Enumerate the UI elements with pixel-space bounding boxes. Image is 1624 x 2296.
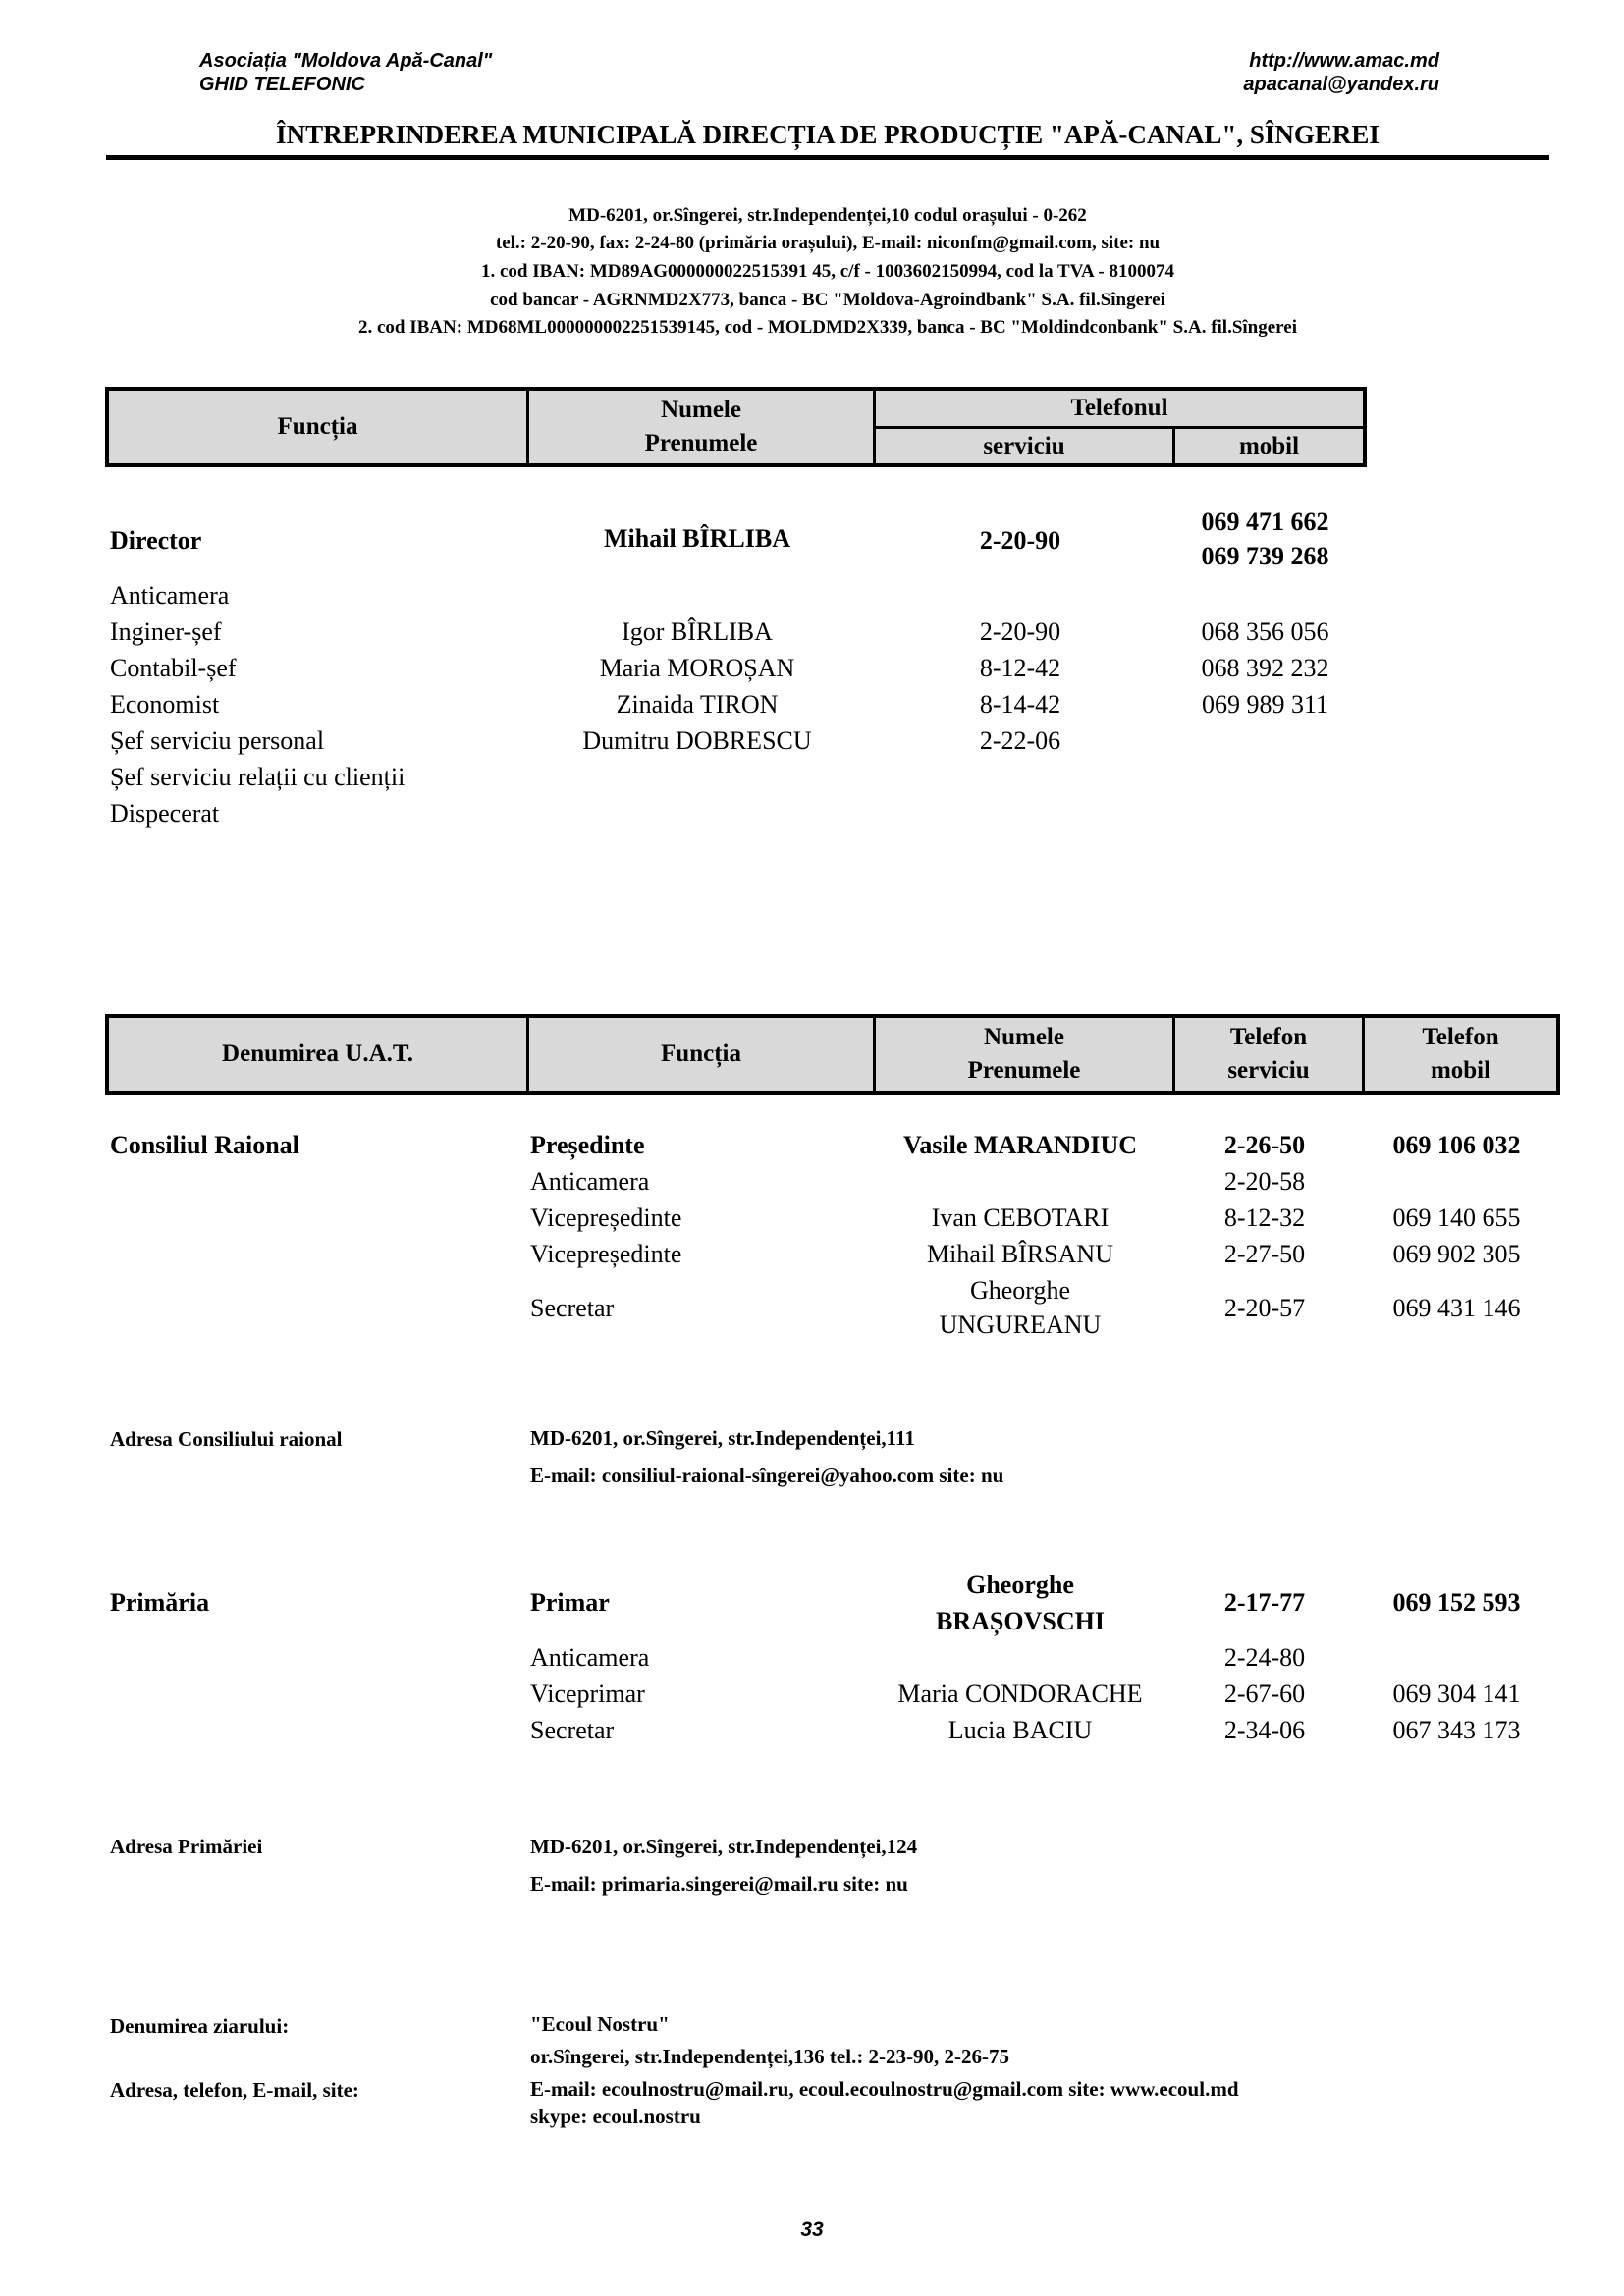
primaria-head-nume-1: Gheorghe — [966, 1571, 1074, 1599]
director-nume: Mihail BÎRLIBA — [604, 524, 790, 553]
primaria-address-label: Adresa Primăriei — [110, 1835, 263, 1858]
consiliu-head-nume: Vasile MARANDIUC — [902, 1131, 1138, 1159]
page-number: 33 — [800, 2218, 824, 2241]
consiliu-address-label: Adresa Consiliului raional — [110, 1427, 343, 1451]
director-mobil-2: 069 739 268 — [1201, 542, 1329, 570]
director-serviciu: 2-20-90 — [979, 526, 1061, 555]
consiliu-row-functia: Anticamera — [530, 1167, 650, 1196]
table2-col-functia: Funcția — [661, 1041, 741, 1067]
table1-col-nume: Numele Prenumele — [644, 397, 758, 456]
table1-row-functia: Dispecerat — [110, 799, 220, 828]
primaria-row-functia: Viceprimar — [530, 1680, 645, 1708]
primaria-row-nume: Lucia BACIU — [947, 1716, 1093, 1744]
consiliu-row-serviciu: 2-27-50 — [1223, 1240, 1306, 1268]
consiliu-row-nume: Mihail BÎRSANU — [927, 1240, 1113, 1268]
table1-row-nume: Zinaida TIRON — [616, 690, 779, 719]
ziar-label-name: Denumirea ziarului: — [110, 2014, 290, 2038]
info-line-2: tel.: 2-20-90, fax: 2-24-80 (primăria orașului), E-mail: niconfm@gmail.com, site: nu — [495, 233, 1161, 253]
ziar-skype[interactable]: skype: ecoul.nostru — [530, 2105, 701, 2128]
table1-row-functia: Șef serviciu relații cu clienții — [110, 763, 406, 791]
table1-col-serviciu: serviciu — [983, 432, 1065, 459]
primaria-head-nume-2: BRAȘOVSCHI — [936, 1607, 1105, 1635]
consiliu-address: MD-6201, or.Sîngerei, str.Independenței,111 — [530, 1426, 915, 1450]
header-org: Asociația "Moldova Apă-Canal" — [199, 50, 493, 72]
table1-row-serviciu: 2-20-90 — [979, 617, 1061, 646]
consiliu-row-serviciu: 8-12-32 — [1223, 1203, 1306, 1232]
table2-col-uat: Denumirea U.A.T. — [222, 1041, 413, 1067]
table1-row-functia: Inginer-șef — [110, 617, 222, 646]
primaria-row-serviciu: 2-34-06 — [1223, 1716, 1306, 1744]
table2-header — [105, 1014, 1560, 1095]
table1-row-nume: Maria MOROȘAN — [599, 654, 795, 682]
consiliu-head-serviciu: 2-26-50 — [1223, 1131, 1306, 1159]
table1-row-serviciu: 2-22-06 — [979, 726, 1061, 755]
primaria-row-serviciu: 2-67-60 — [1223, 1680, 1306, 1708]
table2-col-tel-serviciu: Telefon serviciu — [1227, 1024, 1310, 1084]
ziar-name: "Ecoul Nostru" — [530, 2012, 670, 2036]
info-line-5: 2. cod IBAN: MD68ML000000002251539145, cod - MOLDMD2X339, banca - BC "Moldindconbank" S.A. fil.Sîngerei — [357, 317, 1297, 338]
page-title: ÎNTREPRINDEREA MUNICIPALĂ DIRECȚIA DE PRODUCȚIE "APĂ-CANAL", SÎNGEREI — [276, 120, 1380, 149]
table1-row-serviciu: 8-12-42 — [979, 654, 1061, 682]
consiliu-head-functia: Președinte — [530, 1131, 645, 1159]
table1-row-functia: Anticamera — [110, 581, 230, 610]
table1-row-serviciu: 8-14-42 — [979, 690, 1061, 719]
table1-col-telefon: Telefonul — [1070, 395, 1168, 421]
director-mobil-1: 069 471 662 — [1201, 507, 1329, 536]
consiliu-secretar-serviciu: 2-20-57 — [1223, 1294, 1306, 1322]
table1-row-mobil: 068 356 056 — [1201, 617, 1329, 646]
primaria-row-serviciu: 2-24-80 — [1223, 1643, 1306, 1672]
primaria-row-mobil: 067 343 173 — [1392, 1716, 1521, 1744]
consiliu-row-functia: Vicepreședinte — [530, 1240, 682, 1268]
consiliu-secretar-mobil: 069 431 146 — [1392, 1294, 1521, 1322]
table1-row-functia: Șef serviciu personal — [110, 726, 325, 755]
primaria-head-functia: Primar — [530, 1588, 610, 1617]
primaria-head-serviciu: 2-17-77 — [1223, 1588, 1306, 1617]
table1-row-mobil: 069 989 311 — [1201, 690, 1329, 719]
header-email[interactable]: apacanal@yandex.ru — [1243, 74, 1439, 95]
table2-col-tel-mobil: Telefon mobil — [1422, 1024, 1499, 1084]
director-functia: Director — [110, 526, 202, 555]
consiliu-head-mobil: 069 106 032 — [1392, 1131, 1521, 1159]
ziar-email[interactable]: E-mail: ecoulnostru@mail.ru, ecoul.ecoulnostru@gmail.com site: www.ecoul.md — [530, 2077, 1239, 2101]
header-url[interactable]: http://www.amac.md — [1249, 50, 1439, 72]
consiliu-row-mobil: 069 140 655 — [1392, 1203, 1521, 1232]
consiliu-secretar-functia: Secretar — [530, 1294, 615, 1322]
consiliu-row-mobil: 069 902 305 — [1392, 1240, 1521, 1268]
consiliu-secretar-nume-1: Gheorghe — [969, 1276, 1071, 1305]
header-guide: GHID TELEFONIC — [199, 74, 365, 95]
primaria-row-nume: Maria CONDORACHE — [897, 1680, 1143, 1708]
ziar-address: or.Sîngerei, str.Independenței,136 tel.: 2-23-90, 2-26-75 — [530, 2045, 1010, 2068]
ziar-label-contact: Adresa, telefon, E-mail, site: — [110, 2078, 359, 2102]
consiliu-email[interactable]: E-mail: consiliul-raional-sîngerei@yahoo.com site: nu — [530, 1464, 1004, 1487]
table1-col-functia: Funcția — [277, 413, 358, 440]
primaria-address: MD-6201, or.Sîngerei, str.Independenței,124 — [530, 1835, 918, 1858]
info-line-3: 1. cod IBAN: MD89AG000000022515391 45, c/f - 1003602150994, cod la TVA - 8100074 — [481, 261, 1174, 282]
primaria-row-functia: Anticamera — [530, 1643, 650, 1672]
primaria-head-mobil: 069 152 593 — [1392, 1588, 1521, 1617]
table2-col-nume: Numele Prenumele — [967, 1024, 1081, 1084]
consiliu-row-nume: Ivan CEBOTARI — [931, 1203, 1110, 1232]
table1-row-mobil: 068 392 232 — [1201, 654, 1329, 682]
primaria-row-functia: Secretar — [530, 1716, 615, 1744]
info-line-4: cod bancar - AGRNMD2X773, banca - BC "Moldova-Agroindbank" S.A. fil.Sîngerei — [490, 290, 1165, 310]
table1-row-nume: Dumitru DOBRESCU — [582, 726, 812, 755]
consiliu-secretar-nume-2: UNGUREANU — [939, 1310, 1102, 1339]
table1-col-mobil: mobil — [1238, 432, 1300, 459]
primaria-row-mobil: 069 304 141 — [1392, 1680, 1521, 1708]
info-line-1: MD-6201, or.Sîngerei, str.Independenței,10 codul orașului - 0-262 — [568, 205, 1087, 226]
table1-row-functia: Economist — [110, 690, 220, 719]
table1-header — [105, 387, 1367, 467]
table1-row-functia: Contabil-șef — [110, 654, 237, 682]
consiliu-name: Consiliul Raional — [110, 1131, 299, 1159]
consiliu-row-serviciu: 2-20-58 — [1223, 1167, 1306, 1196]
table1-row-nume: Igor BÎRLIBA — [622, 617, 773, 646]
title-rule — [106, 155, 1549, 160]
consiliu-row-functia: Vicepreședinte — [530, 1203, 682, 1232]
primaria-name: Primăria — [110, 1588, 210, 1617]
primaria-email[interactable]: E-mail: primaria.singerei@mail.ru site: nu — [530, 1872, 908, 1896]
